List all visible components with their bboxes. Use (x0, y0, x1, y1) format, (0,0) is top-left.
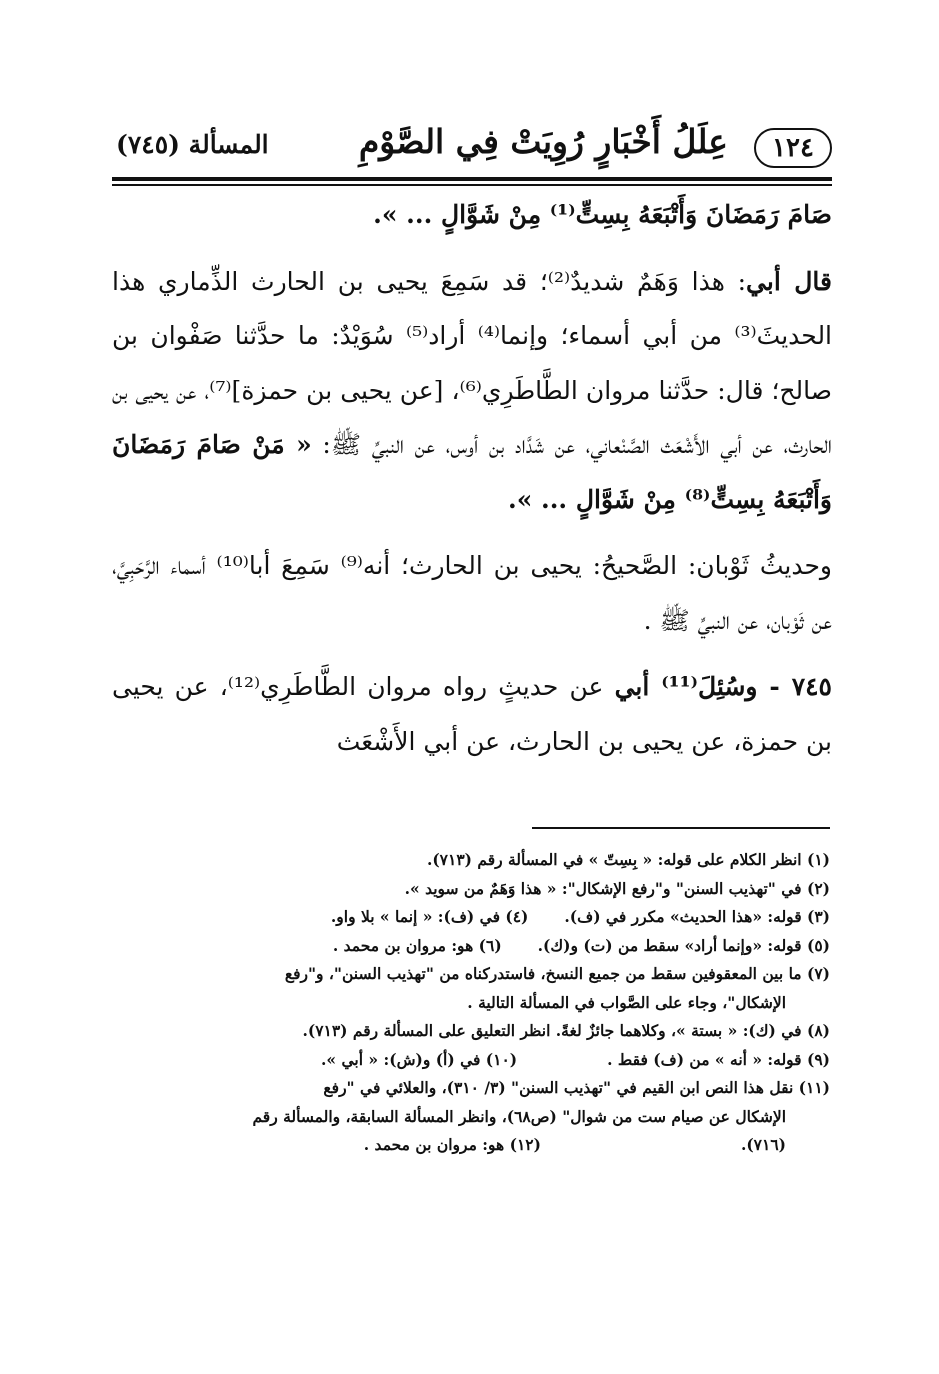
paragraph-2-text: : هذا وَهَمٌ شديدٌ⁽²⁾؛ قد سَمِعَ يحيى بن الحارث الذِّماري هذا الحديثَ⁽³⁾ من أبي أسماء؛ وإنما⁽⁴⁾ أراد⁽⁵⁾ سُوَيْدٌ: ما حدَّثنا صَفْوان بن صالح؛ قال: حدَّثنا مروان الطَّاطَرِي⁽⁶⁾، [عن يحيى بن حمزة]⁽⁷⁾، عن يحيى بن الحارث، عن أبي الأَشْعَث الصَّنْعاني، عن شَدَّاد بن أوس، عن النبيِّ ﷺ: (112, 266, 833, 459)
footnote-10: (١٠) في (أ) و(ش): « أبي ». (321, 1049, 518, 1069)
footnote-4: (٤) في (ف): « إنما » بلا واو. (330, 907, 529, 926)
paragraph-2-lead: قال أبي (746, 266, 832, 296)
footnote-11-continued: الإشكال عن صيام ست من شوال" (ص٦٨)، وانظر المسألة السابقة، والمسألة رقم (252, 1106, 786, 1126)
main-text (112, 188, 832, 769)
issue-label: المسألة (٧٤٥) (116, 130, 269, 159)
footnote-row (150, 1017, 830, 1046)
footnotes (150, 846, 830, 1160)
footnote-7: (٧) ما بين المعقوفين سقط من جميع النسخ، فاستدركناه من "تهذيب السنن"، و"رفع (284, 964, 830, 983)
paragraph-3: وحديثُ ثَوْبان: الصَّحيحُ: يحيى بن الحارث؛ أنه⁽⁹⁾ سَمِعَ أبا⁽¹⁰⁾ أسماء الرَّحَبِيَّ، عن ثَوْبان، عن النبيِّ ﷺ . (112, 551, 832, 635)
footnote-11-end: (٧١٦). (740, 1135, 786, 1154)
footnote-rule (532, 827, 830, 829)
footnote-row (150, 846, 830, 875)
header-rule-thin (112, 184, 832, 186)
paragraph-4-lead: ٧٤٥ - وسُئِلَ⁽¹¹⁾ أبي (614, 672, 832, 701)
footnote-row (150, 875, 830, 904)
footnote-3: (٣) قوله: «هذا الحديث» مكرر في (ف). (564, 907, 830, 926)
footnote-5: (٥) قوله: «وإنما أراد» سقط من (ت) و(ك). (537, 935, 830, 955)
footnote-row (150, 1131, 830, 1160)
footnote-6: (٦) هو: مروان بن محمد . (332, 935, 502, 955)
page-header (108, 118, 832, 180)
footnote-row (150, 903, 830, 932)
footnote-8: (٨) في (ك): « بستة »، وكلاهما جائزٌ لغةً. انظر التعليق على المسألة رقم (٧١٣). (302, 1021, 830, 1040)
paragraph-2-quote: « مَنْ صَامَ رَمَضَانَ وَأَتْبَعَهُ بِسِتٍّ⁽⁸⁾ مِنْ شَوَّالٍ ... ». (112, 430, 832, 514)
footnote-row (150, 932, 830, 961)
paragraph-2 (112, 255, 832, 528)
footnote-row (150, 960, 830, 989)
header-rule-thick (112, 177, 832, 181)
footnote-1: (١) انظر الكلام على قوله: « بِسِتّ » في المسألة رقم (٧١٣). (426, 850, 830, 869)
footnote-12: (١٢) هو: مروان بن محمد . (363, 1135, 541, 1154)
footnote-7-continued: الإشكال"، وجاء على الصَّواب في المسألة التالية . (467, 992, 786, 1012)
footnote-row (150, 1074, 830, 1103)
footnote-9: (٩) قوله: « أنه » من (ف) فقط . (607, 1049, 830, 1069)
paragraph-4-text: عن حديثٍ رواه مروان الطَّاطَرِي⁽¹²⁾، عن يحيى بن حمزة، عن يحيى بن الحارث، عن أبي الأَشْعَث (112, 672, 832, 756)
page-number: ١٢٤ (754, 128, 832, 168)
book-title: عِلَلُ أَخْبَارٍ رُوِيَتْ فِي الصَّوْمِ (358, 122, 728, 161)
footnote-row (150, 1046, 830, 1075)
paragraph-4 (112, 660, 832, 769)
footnote-11: (١١) نقل هذا النص ابن القيم في "تهذيب السنن" (٣/ ٣١٠)، والعلائي في "رفع (323, 1078, 830, 1097)
paragraph-1: صَامَ رَمَضَانَ وَأَتْبَعَهُ بِسِتٍّ⁽¹⁾ مِنْ شَوَّالٍ ... ». (373, 200, 832, 229)
footnote-2: (٢) في "تهذيب السنن" و"رفع الإشكال": « هذا وَهَمٌ من سويد ». (404, 878, 830, 898)
